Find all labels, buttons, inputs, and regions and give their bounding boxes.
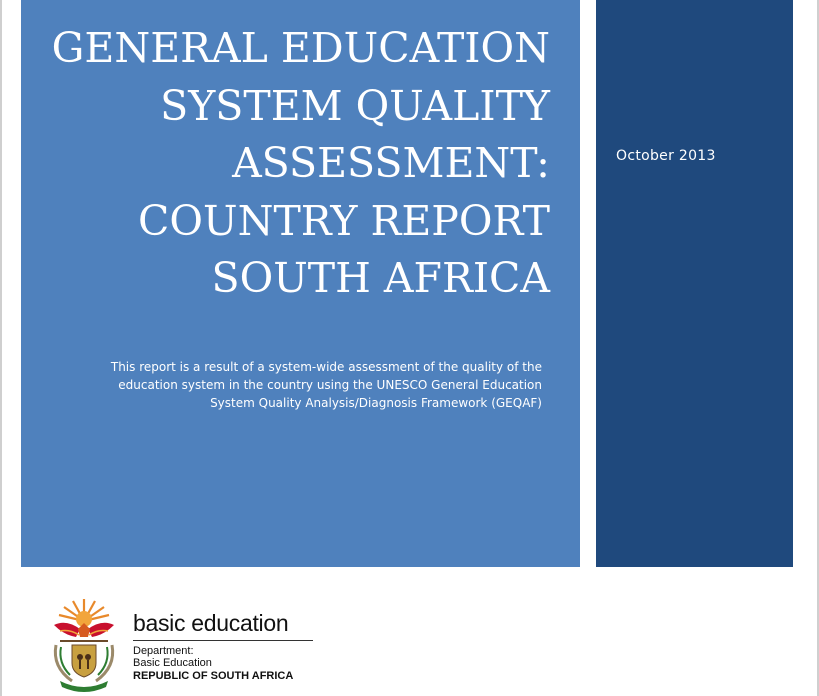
description-line: education system in the country using the UNESCO General Education (118, 378, 542, 392)
title-line: SOUTH AFRICA (211, 254, 550, 302)
title-panel (21, 0, 580, 567)
title-line: SYSTEM QUALITY (160, 81, 550, 130)
report-title (30, 20, 550, 308)
description-line: This report is a result of a system-wide assessment of the quality of the (110, 360, 542, 374)
department-logo (46, 597, 326, 692)
country-name: REPUBLIC OF SOUTH AFRICA (133, 670, 294, 682)
department-label: Department: (133, 645, 194, 657)
report-date: October 2013 (616, 148, 716, 164)
date-panel (596, 0, 793, 567)
title-line: GENERAL EDUCATION (51, 24, 550, 72)
title-line: COUNTRY REPORT (138, 196, 550, 245)
description-line: System Quality Analysis/Diagnosis Framework (GEQAF) (210, 396, 542, 410)
brand-divider (133, 640, 313, 641)
title-line: ASSESSMENT: (232, 139, 550, 187)
brand-name: basic education (133, 610, 289, 636)
south-africa-coat-of-arms-icon (46, 597, 122, 692)
department-name: Basic Education (133, 657, 212, 669)
report-description (102, 358, 542, 412)
